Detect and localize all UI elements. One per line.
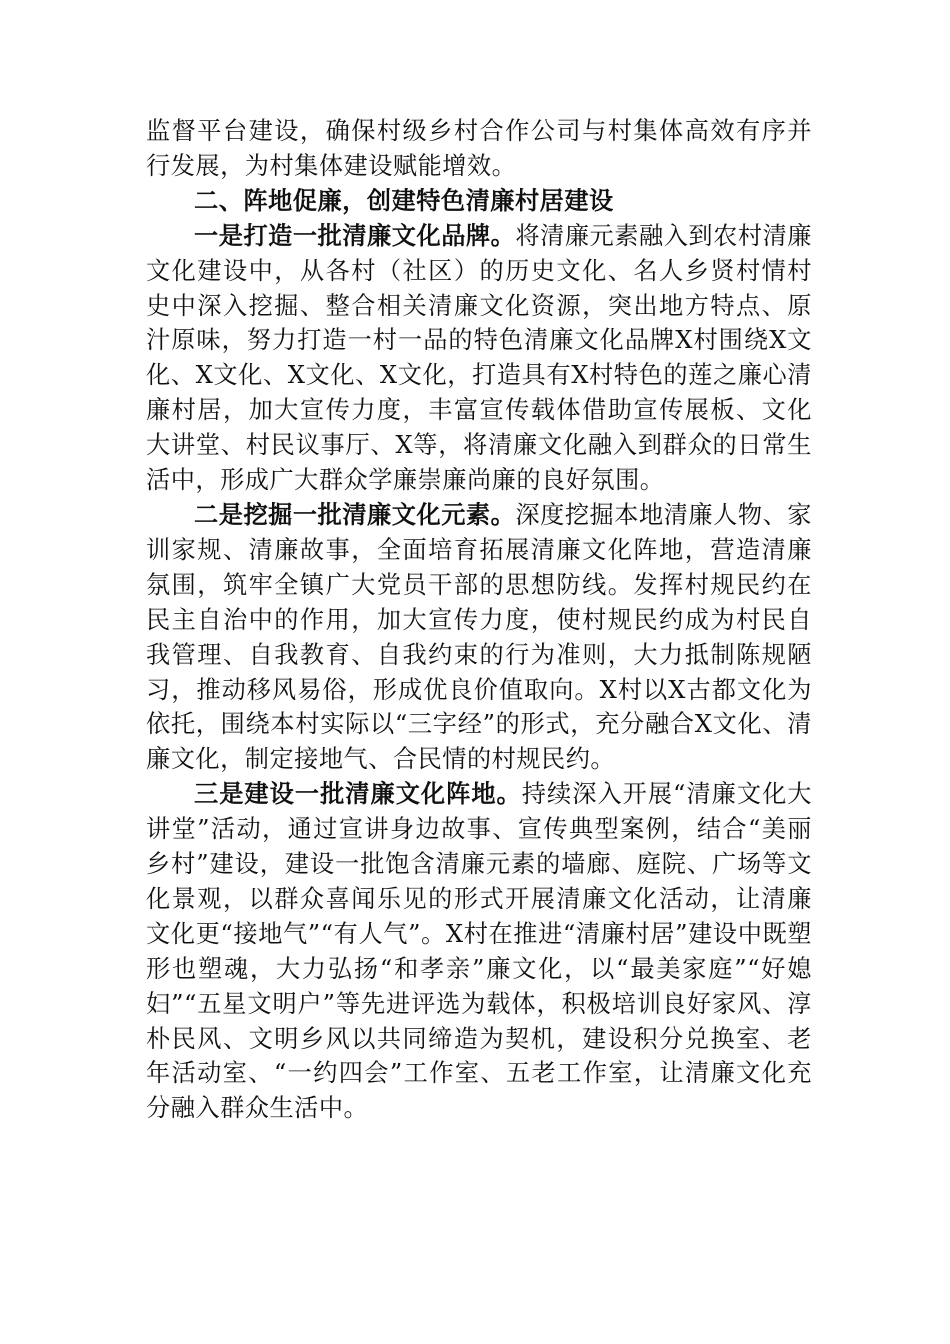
document-page xyxy=(146,114,812,1126)
continuation-paragraph: 监督平台建设，确保村级乡村合作公司与村集体高效有序并行发展，为村集体建设赋能增效。 xyxy=(146,117,812,180)
paragraph-1-lead: 一是打造一批清廉文化品牌。 xyxy=(194,221,516,250)
section-heading: 二、阵地促廉，创建特色清廉村居建设 xyxy=(194,186,614,215)
paragraph-2-body: 深度挖掘本地清廉人物、家训家规、清廉故事，全面培育拓展清廉文化阵地，营造清廉氛围，筑牢全镇广大党员干部的思想防线。发挥村规民约在民主自治中的作用，加大宣传力度，使村规民约成为村民自我管理、自我教育、自我约束的行为准则，大力抵制陈规陋习，推动移风易俗，形成优良价值取向。X村以X古都文化为依托，围绕本村实际以“三字经”的形式，充分融合X文化、清廉文化，制定接地气、合民情的村规民约。 xyxy=(146,500,812,774)
paragraph-3-lead: 三是建设一批清廉文化阵地。 xyxy=(194,780,522,809)
paragraph-2-lead: 二是挖掘一批清廉文化元素。 xyxy=(194,500,516,529)
paragraph-1-body: 将清廉元素融入到农村清廉文化建设中，从各村（社区）的历史文化、名人乡贤村情村史中深入挖掘、整合相关清廉文化资源，突出地方特点、原汁原味，努力打造一村一品的特色清廉文化品牌X村围绕X文化、X文化、X文化、X文化，打造具有X村特色的莲之廉心清廉村居，加大宣传力度，丰富宣传载体借助宣传展板、文化大讲堂、村民议事厅、X等，将清廉文化融入到群众的日常生活中，形成广大群众学廉崇廉尚廉的良好氛围。 xyxy=(146,221,812,495)
paragraph-2 xyxy=(146,498,812,777)
paragraph-3-body: 持续深入开展“清廉文化大讲堂”活动，通过宣讲身边故事、宣传典型案例，结合“美丽乡村”建设，建设一批饱含清廉元素的墙廊、庭院、广场等文化景观，以群众喜闻乐见的形式开展清廉文化活动，让清廉文化更“接地气”“有人气”。X村在推进“清廉村居”建设中既塑形也塑魂，大力弘扬“和孝亲”廉文化，以“最美家庭”“好媳妇”“五星文明户”等先进评选为载体，积极培训良好家风、淳朴民风、文明乡风以共同缔造为契机，建设积分兑换室、老年活动室、“一约四会”工作室、五老工作室，让清廉文化充分融入群众生活中。 xyxy=(146,780,812,1123)
paragraph-1 xyxy=(146,219,812,498)
paragraph-3 xyxy=(146,777,812,1126)
